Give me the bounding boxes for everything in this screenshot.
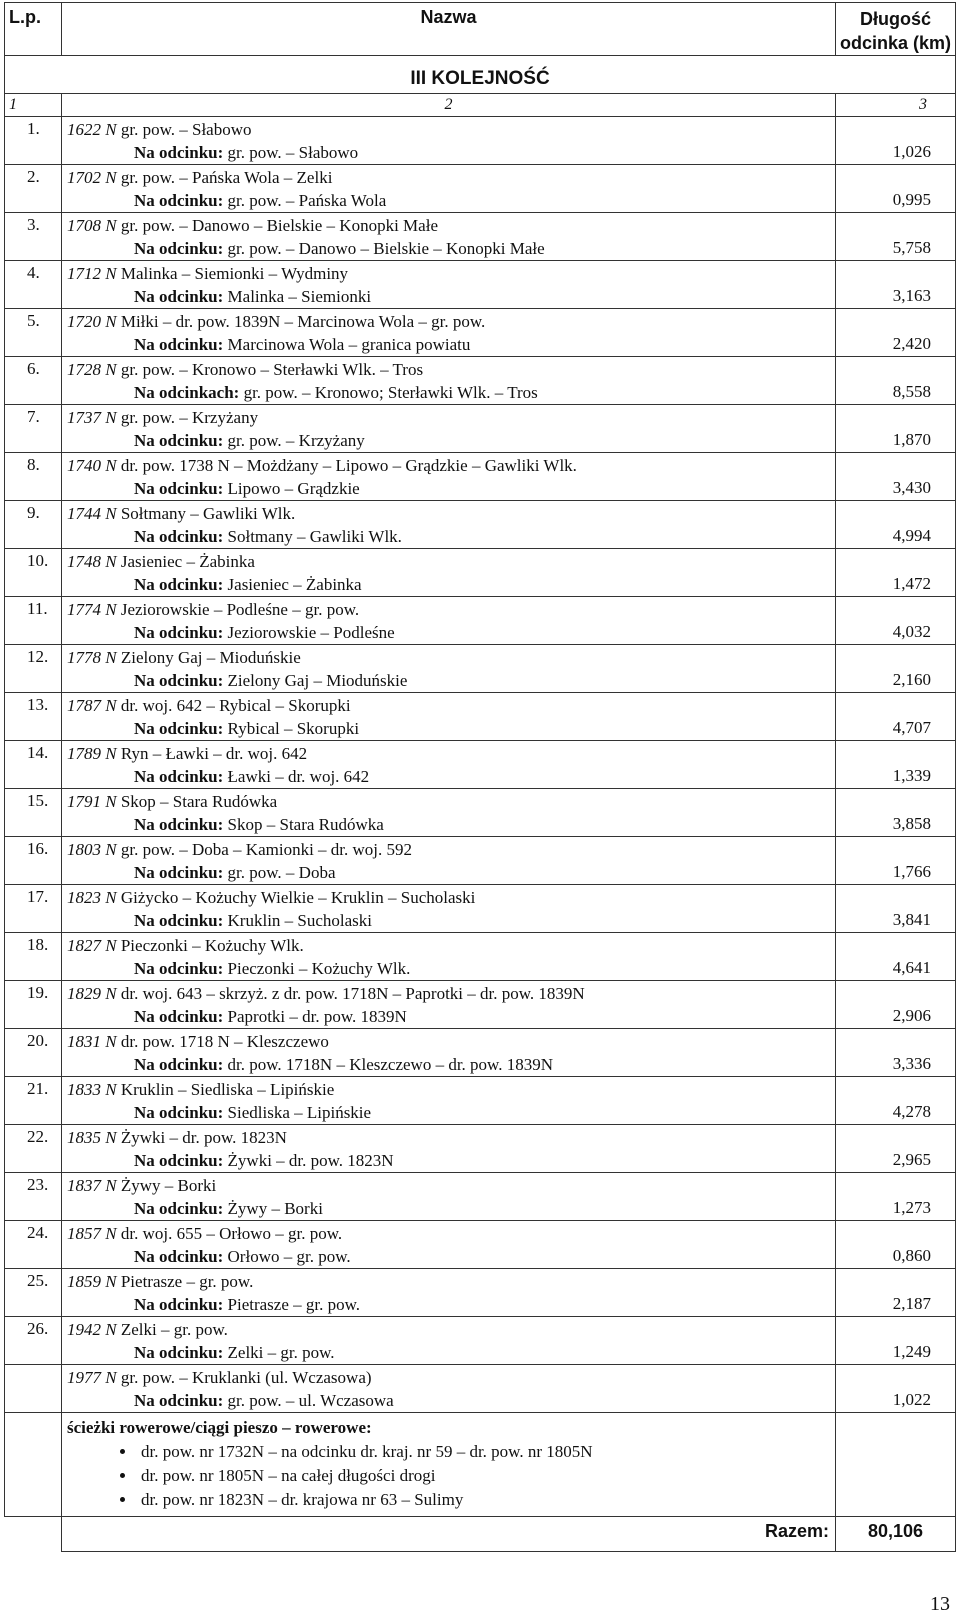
row-number: 11. xyxy=(5,597,62,645)
road-code: 1708 N xyxy=(67,216,117,235)
road-code: 1827 N xyxy=(67,936,117,955)
section-label: Na odcinku: xyxy=(134,623,224,642)
road-section xyxy=(67,429,835,452)
road-name-cell xyxy=(62,309,836,357)
section-label: Na odcinku: xyxy=(134,1151,224,1170)
table-row xyxy=(5,213,956,261)
row-number: 5. xyxy=(5,309,62,357)
road-code: 1835 N xyxy=(67,1128,117,1147)
road-route: gr. pow. – Kronowo – Sterławki Wlk. – Tros xyxy=(116,360,424,379)
header-dlugosc xyxy=(836,3,956,56)
road-full-route xyxy=(67,742,835,765)
road-section xyxy=(67,525,835,548)
table-row xyxy=(5,1029,956,1077)
road-name-cell xyxy=(62,549,836,597)
road-route: Żywy – Borki xyxy=(116,1176,217,1195)
section-route: Pietrasze – gr. pow. xyxy=(223,1295,361,1314)
road-name-cell xyxy=(62,1269,836,1317)
road-name-cell xyxy=(62,1077,836,1125)
road-full-route xyxy=(67,598,835,621)
section-route: Żywki – dr. pow. 1823N xyxy=(223,1151,394,1170)
table-row xyxy=(5,1173,956,1221)
road-code: 1712 N xyxy=(67,264,117,283)
total-row xyxy=(5,1517,956,1552)
road-full-route xyxy=(67,790,835,813)
table-row xyxy=(5,789,956,837)
header-nazwa: Nazwa xyxy=(62,3,836,56)
section-route: Sołtmany – Gawliki Wlk. xyxy=(223,527,402,546)
road-full-route xyxy=(67,406,835,429)
road-section xyxy=(67,621,835,644)
header-lp: L.p. xyxy=(5,3,62,56)
table-row xyxy=(5,309,956,357)
road-section xyxy=(67,909,835,932)
road-name-cell xyxy=(62,741,836,789)
row-number: 21. xyxy=(5,1077,62,1125)
road-section xyxy=(67,1197,835,1220)
road-length: 1,249 xyxy=(836,1317,956,1365)
section-route: Lipowo – Grądzkie xyxy=(223,479,360,498)
road-code: 1831 N xyxy=(67,1032,117,1051)
road-length: 3,430 xyxy=(836,453,956,501)
road-route: Malinka – Siemionki – Wydminy xyxy=(116,264,349,283)
road-code: 1740 N xyxy=(67,456,117,475)
road-route: dr. pow. 1738 N – Możdżany – Lipowo – Grądzkie – Gawliki Wlk. xyxy=(116,456,577,475)
road-code: 1857 N xyxy=(67,1224,117,1243)
road-section xyxy=(67,765,835,788)
road-full-route xyxy=(67,358,835,381)
section-route: Jasieniec – Żabinka xyxy=(223,575,362,594)
row-number: 9. xyxy=(5,501,62,549)
bike-paths-cell xyxy=(62,1413,836,1517)
road-section xyxy=(67,669,835,692)
road-code: 1833 N xyxy=(67,1080,117,1099)
row-number: 10. xyxy=(5,549,62,597)
road-code: 1942 N xyxy=(67,1320,117,1339)
road-code: 1702 N xyxy=(67,168,117,187)
index-1: 1 xyxy=(5,94,62,117)
road-route: gr. pow. – Doba – Kamionki – dr. woj. 592 xyxy=(116,840,413,859)
road-code: 1748 N xyxy=(67,552,117,571)
index-3: 3 xyxy=(836,94,956,117)
road-name-cell xyxy=(62,693,836,741)
road-name-cell xyxy=(62,261,836,309)
section-route: dr. pow. 1718N – Kleszczewo – dr. pow. 1839N xyxy=(223,1055,553,1074)
table-row xyxy=(5,741,956,789)
road-full-route xyxy=(67,454,835,477)
road-code: 1737 N xyxy=(67,408,117,427)
road-full-route xyxy=(67,550,835,573)
row-number: 22. xyxy=(5,1125,62,1173)
bike-paths-row xyxy=(5,1413,956,1517)
road-name-cell xyxy=(62,1365,836,1413)
road-name-cell xyxy=(62,837,836,885)
section-label: Na odcinku: xyxy=(134,191,224,210)
road-code: 1837 N xyxy=(67,1176,117,1195)
row-number: 2. xyxy=(5,165,62,213)
road-full-route xyxy=(67,1078,835,1101)
section-label: Na odcinku: xyxy=(134,287,224,306)
section-route: Jeziorowskie – Podleśne xyxy=(223,623,395,642)
road-section xyxy=(67,477,835,500)
section-label: Na odcinku: xyxy=(134,719,224,738)
road-full-route xyxy=(67,646,835,669)
row-number: 14. xyxy=(5,741,62,789)
road-full-route xyxy=(67,118,835,141)
road-route: Zielony Gaj – Mioduńskie xyxy=(116,648,301,667)
table-row xyxy=(5,357,956,405)
road-full-route xyxy=(67,1174,835,1197)
road-full-route xyxy=(67,982,835,1005)
road-name-cell xyxy=(62,453,836,501)
row-number: 8. xyxy=(5,453,62,501)
road-route: Giżycko – Kożuchy Wielkie – Kruklin – Sucholaski xyxy=(116,888,476,907)
road-route: Zelki – gr. pow. xyxy=(116,1320,228,1339)
road-length: 1,026 xyxy=(836,117,956,165)
index-row xyxy=(5,94,956,117)
road-length: 1,339 xyxy=(836,741,956,789)
bike-heading: ścieżki rowerowe/ciągi pieszo – rowerowe: xyxy=(67,1418,372,1437)
section-label: Na odcinku: xyxy=(134,431,224,450)
table-header xyxy=(5,3,956,56)
document-page xyxy=(4,2,956,1552)
section-route: Malinka – Siemionki xyxy=(223,287,372,306)
section-route: Kruklin – Sucholaski xyxy=(223,911,373,930)
section-label: Na odcinku: xyxy=(134,767,224,786)
road-section xyxy=(67,1053,835,1076)
road-route: dr. woj. 655 – Orłowo – gr. pow. xyxy=(116,1224,343,1243)
section-route: gr. pow. – Danowo – Bielskie – Konopki Małe xyxy=(223,239,545,258)
table-row xyxy=(5,981,956,1029)
total-label: Razem: xyxy=(62,1517,836,1552)
section-label: Na odcinku: xyxy=(134,1199,224,1218)
row-number: 1. xyxy=(5,117,62,165)
road-name-cell xyxy=(62,117,836,165)
road-name-cell xyxy=(62,213,836,261)
road-length: 2,965 xyxy=(836,1125,956,1173)
row-number: 15. xyxy=(5,789,62,837)
page-number: 13 xyxy=(930,1593,950,1615)
row-number: 12. xyxy=(5,645,62,693)
table-row xyxy=(5,1365,956,1413)
road-length: 1,472 xyxy=(836,549,956,597)
road-section xyxy=(67,957,835,980)
road-length: 3,336 xyxy=(836,1029,956,1077)
road-route: Jasieniec – Żabinka xyxy=(116,552,255,571)
table-row xyxy=(5,1077,956,1125)
road-length: 4,032 xyxy=(836,597,956,645)
road-length: 5,758 xyxy=(836,213,956,261)
section-label: Na odcinku: xyxy=(134,1055,224,1074)
road-route: Żywki – dr. pow. 1823N xyxy=(116,1128,287,1147)
road-section xyxy=(67,1341,835,1364)
road-section xyxy=(67,1389,835,1412)
road-length: 3,858 xyxy=(836,789,956,837)
row-number: 4. xyxy=(5,261,62,309)
header-dlugosc-line1: Długość xyxy=(859,9,931,29)
road-route: Ryn – Ławki – dr. woj. 642 xyxy=(116,744,308,763)
road-full-route xyxy=(67,166,835,189)
section-route: Zielony Gaj – Mioduńskie xyxy=(223,671,408,690)
row-number: 13. xyxy=(5,693,62,741)
road-route: gr. pow. – Kruklanki (ul. Wczasowa) xyxy=(116,1368,372,1387)
section-title: III KOLEJNOŚĆ xyxy=(5,56,956,94)
road-length: 1,870 xyxy=(836,405,956,453)
row-number: 19. xyxy=(5,981,62,1029)
road-name-cell xyxy=(62,501,836,549)
table-row xyxy=(5,885,956,933)
section-label: Na odcinku: xyxy=(134,959,224,978)
road-full-route xyxy=(67,1270,835,1293)
road-name-cell xyxy=(62,405,836,453)
row-number: 16. xyxy=(5,837,62,885)
table-row xyxy=(5,453,956,501)
road-length: 3,841 xyxy=(836,885,956,933)
road-length: 2,160 xyxy=(836,645,956,693)
road-section xyxy=(67,573,835,596)
section-route: gr. pow. – Kronowo; Sterławki Wlk. – Tros xyxy=(239,383,538,402)
road-code: 1787 N xyxy=(67,696,117,715)
section-label: Na odcinku: xyxy=(134,815,224,834)
road-length: 4,641 xyxy=(836,933,956,981)
bike-list xyxy=(67,1440,835,1512)
road-name-cell xyxy=(62,597,836,645)
road-section xyxy=(67,189,835,212)
table-row xyxy=(5,261,956,309)
road-length: 0,995 xyxy=(836,165,956,213)
section-route: Zelki – gr. pow. xyxy=(223,1343,335,1362)
table-row xyxy=(5,597,956,645)
road-code: 1823 N xyxy=(67,888,117,907)
bike-num-cell xyxy=(5,1413,62,1517)
index-2: 2 xyxy=(62,94,836,117)
road-code: 1791 N xyxy=(67,792,117,811)
road-name-cell xyxy=(62,165,836,213)
road-full-route xyxy=(67,1030,835,1053)
table-row xyxy=(5,1269,956,1317)
section-label: Na odcinku: xyxy=(134,1247,224,1266)
road-route: gr. pow. – Pańska Wola – Zelki xyxy=(116,168,333,187)
road-length: 2,906 xyxy=(836,981,956,1029)
road-code: 1622 N xyxy=(67,120,117,139)
section-route: gr. pow. – Krzyżany xyxy=(223,431,365,450)
section-label: Na odcinku: xyxy=(134,671,224,690)
section-route: gr. pow. – ul. Wczasowa xyxy=(223,1391,394,1410)
road-code: 1977 N xyxy=(67,1368,117,1387)
road-full-route xyxy=(67,262,835,285)
row-number: 6. xyxy=(5,357,62,405)
road-route: gr. pow. – Słabowo xyxy=(116,120,252,139)
section-route: Skop – Stara Rudówka xyxy=(223,815,384,834)
road-route: dr. woj. 643 – skrzyż. z dr. pow. 1718N – Paprotki – dr. pow. 1839N xyxy=(116,984,585,1003)
road-name-cell xyxy=(62,645,836,693)
roads-table xyxy=(4,2,956,1552)
section-label: Na odcinku: xyxy=(134,1343,224,1362)
section-label: Na odcinku: xyxy=(134,239,224,258)
section-route: gr. pow. – Doba xyxy=(223,863,336,882)
road-full-route xyxy=(67,502,835,525)
road-route: gr. pow. – Danowo – Bielskie – Konopki Małe xyxy=(116,216,438,235)
road-section xyxy=(67,717,835,740)
road-code: 1829 N xyxy=(67,984,117,1003)
road-route: Sołtmany – Gawliki Wlk. xyxy=(116,504,296,523)
road-full-route xyxy=(67,1366,835,1389)
road-length: 8,558 xyxy=(836,357,956,405)
table-row xyxy=(5,693,956,741)
section-label: Na odcinku: xyxy=(134,911,224,930)
road-full-route xyxy=(67,934,835,957)
road-length: 2,420 xyxy=(836,309,956,357)
road-section xyxy=(67,285,835,308)
section-label: Na odcinku: xyxy=(134,1103,224,1122)
table-row xyxy=(5,933,956,981)
road-full-route xyxy=(67,886,835,909)
section-route: Rybical – Skorupki xyxy=(223,719,360,738)
road-code: 1774 N xyxy=(67,600,117,619)
road-section xyxy=(67,237,835,260)
row-number: 18. xyxy=(5,933,62,981)
row-number: 20. xyxy=(5,1029,62,1077)
section-label: Na odcinku: xyxy=(134,1391,224,1410)
road-full-route xyxy=(67,1318,835,1341)
road-name-cell xyxy=(62,789,836,837)
road-code: 1744 N xyxy=(67,504,117,523)
section-route: Orłowo – gr. pow. xyxy=(223,1247,351,1266)
road-length: 4,994 xyxy=(836,501,956,549)
road-route: gr. pow. – Krzyżany xyxy=(116,408,259,427)
section-route: Paprotki – dr. pow. 1839N xyxy=(223,1007,407,1026)
section-route: Żywy – Borki xyxy=(223,1199,323,1218)
row-number xyxy=(5,1365,62,1413)
row-number: 25. xyxy=(5,1269,62,1317)
bike-item: • dr. pow. nr 1805N – na całej długości drogi xyxy=(137,1464,835,1488)
road-full-route xyxy=(67,310,835,333)
road-length: 1,766 xyxy=(836,837,956,885)
road-length: 3,163 xyxy=(836,261,956,309)
row-number: 26. xyxy=(5,1317,62,1365)
road-length: 4,278 xyxy=(836,1077,956,1125)
road-section xyxy=(67,1149,835,1172)
total-value: 80,106 xyxy=(836,1517,956,1552)
road-code: 1720 N xyxy=(67,312,117,331)
section-label: Na odcinkach: xyxy=(134,383,240,402)
table-row xyxy=(5,501,956,549)
road-route: dr. pow. 1718 N – Kleszczewo xyxy=(116,1032,329,1051)
table-row xyxy=(5,165,956,213)
road-full-route xyxy=(67,1126,835,1149)
road-length: 4,707 xyxy=(836,693,956,741)
road-full-route xyxy=(67,214,835,237)
section-label: Na odcinku: xyxy=(134,1295,224,1314)
road-full-route xyxy=(67,694,835,717)
section-row xyxy=(5,56,956,94)
section-label: Na odcinku: xyxy=(134,335,224,354)
road-section xyxy=(67,813,835,836)
road-route: Kruklin – Siedliska – Lipińskie xyxy=(116,1080,335,1099)
row-number: 3. xyxy=(5,213,62,261)
section-route: Siedliska – Lipińskie xyxy=(223,1103,372,1122)
table-row xyxy=(5,1221,956,1269)
road-route: Pietrasze – gr. pow. xyxy=(116,1272,254,1291)
road-route: dr. woj. 642 – Rybical – Skorupki xyxy=(116,696,351,715)
header-dlugosc-line2: odcinka (km) xyxy=(839,33,952,53)
road-section xyxy=(67,1245,835,1268)
section-route: Ławki – dr. woj. 642 xyxy=(223,767,370,786)
section-route: gr. pow. – Słabowo xyxy=(223,143,359,162)
road-section xyxy=(67,861,835,884)
road-name-cell xyxy=(62,933,836,981)
road-name-cell xyxy=(62,1125,836,1173)
section-label: Na odcinku: xyxy=(134,575,224,594)
row-number: 17. xyxy=(5,885,62,933)
road-length: 2,187 xyxy=(836,1269,956,1317)
road-section xyxy=(67,1101,835,1124)
road-route: Jeziorowskie – Podleśne – gr. pow. xyxy=(116,600,360,619)
road-section xyxy=(67,333,835,356)
table-row xyxy=(5,837,956,885)
section-route: Pieczonki – Kożuchy Wlk. xyxy=(223,959,411,978)
row-number: 23. xyxy=(5,1173,62,1221)
bike-item: • dr. pow. nr 1732N – na odcinku dr. kraj. nr 59 – dr. pow. nr 1805N xyxy=(137,1440,835,1464)
road-section xyxy=(67,1293,835,1316)
table-row xyxy=(5,645,956,693)
road-name-cell xyxy=(62,1221,836,1269)
table-row xyxy=(5,549,956,597)
table-row xyxy=(5,405,956,453)
section-label: Na odcinku: xyxy=(134,1007,224,1026)
road-section xyxy=(67,1005,835,1028)
section-label: Na odcinku: xyxy=(134,527,224,546)
section-label: Na odcinku: xyxy=(134,863,224,882)
road-length: 1,273 xyxy=(836,1173,956,1221)
road-name-cell xyxy=(62,357,836,405)
road-name-cell xyxy=(62,1173,836,1221)
road-code: 1789 N xyxy=(67,744,117,763)
road-section xyxy=(67,141,835,164)
road-length: 0,860 xyxy=(836,1221,956,1269)
row-number: 7. xyxy=(5,405,62,453)
section-route: Marcinowa Wola – granica powiatu xyxy=(223,335,471,354)
road-route: Pieczonki – Kożuchy Wlk. xyxy=(116,936,304,955)
road-length: 1,022 xyxy=(836,1365,956,1413)
section-route: gr. pow. – Pańska Wola xyxy=(223,191,387,210)
table-row xyxy=(5,1125,956,1173)
section-label: Na odcinku: xyxy=(134,143,224,162)
row-number: 24. xyxy=(5,1221,62,1269)
road-code: 1728 N xyxy=(67,360,117,379)
road-code: 1778 N xyxy=(67,648,117,667)
road-full-route xyxy=(67,838,835,861)
road-name-cell xyxy=(62,885,836,933)
road-name-cell xyxy=(62,981,836,1029)
section-label: Na odcinku: xyxy=(134,479,224,498)
road-full-route xyxy=(67,1222,835,1245)
bike-length-cell xyxy=(836,1413,956,1517)
road-section xyxy=(67,381,835,404)
table-row xyxy=(5,117,956,165)
road-code: 1803 N xyxy=(67,840,117,859)
road-name-cell xyxy=(62,1029,836,1077)
road-route: Miłki – dr. pow. 1839N – Marcinowa Wola – gr. pow. xyxy=(116,312,486,331)
road-route: Skop – Stara Rudówka xyxy=(116,792,278,811)
road-code: 1859 N xyxy=(67,1272,117,1291)
bike-item: • dr. pow. nr 1823N – dr. krajowa nr 63 – Sulimy xyxy=(137,1488,835,1512)
table-row xyxy=(5,1317,956,1365)
road-name-cell xyxy=(62,1317,836,1365)
